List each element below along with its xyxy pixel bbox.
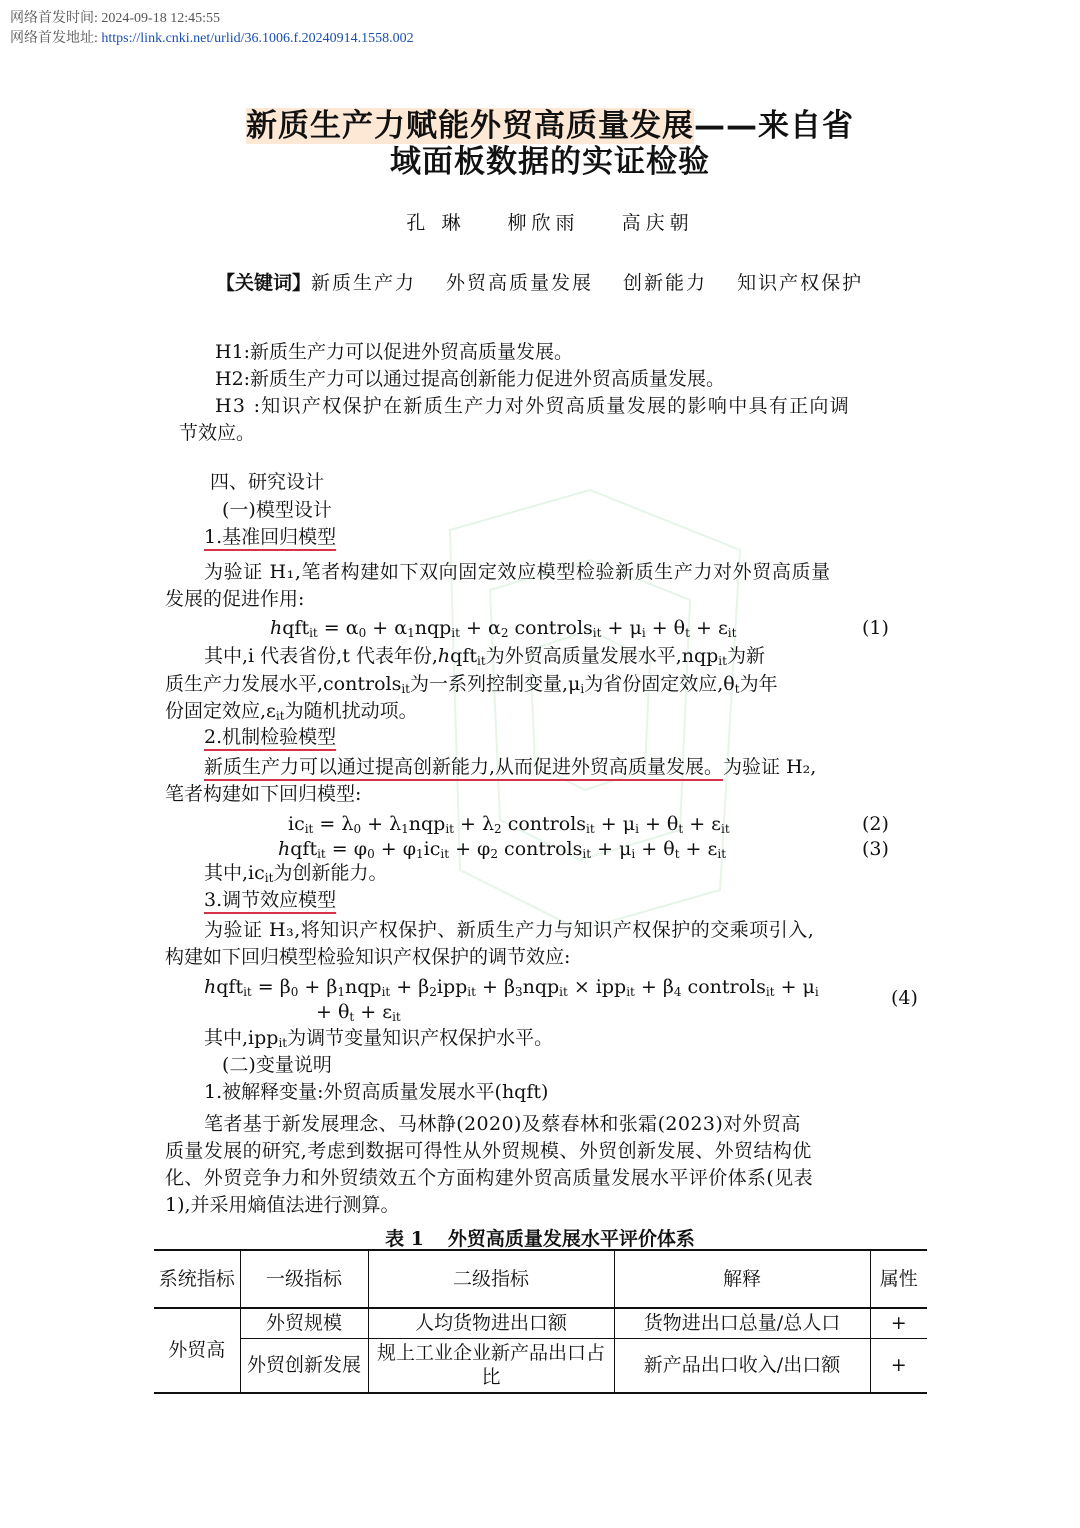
hypothesis-1: H1:新质生产力可以促进外贸高质量发展。 <box>215 341 574 363</box>
keyword-1: 新质生产力 <box>311 272 417 294</box>
equation-2: $ic_{it} = \lambda_0 + \lambda_1nqp_{it} + \lambda_2$ controls$_{it}$ + $\mu_i + \theta_t + \varepsilon_{it}$ <box>288 813 730 836</box>
model-3-para-line2: 构建如下回归模型检验知识产权保护的调节效应: <box>165 946 571 968</box>
keywords-label: 【关键词】 <box>216 272 312 294</box>
variable-1-para-line3: 化、外贸竞争力和外贸绩效五个方面构建外贸高质量发展水平评价体系(见表 <box>165 1167 814 1189</box>
level1-cell: 外贸规模 <box>240 1308 368 1338</box>
equation-3: hqft$_{it}$ = $\varphi_0 + \varphi_1ic_{it} + \varphi_2$ controls$_{it}$ + $\mu_i + \theta_t + \varepsilon_{it}$ <box>278 838 727 861</box>
explain-cell: 新产品出口收入/出口额 <box>614 1338 870 1393</box>
online-url <box>10 27 414 47</box>
online-time <box>10 7 220 27</box>
level2-cell: 规上工业企业新产品出口占比 <box>368 1338 614 1393</box>
model-1-explain-line1: 其中,i 代表省份,t 代表年份,hqft$_{it}$为外贸高质量发展水平,nqp$_{it}$为新 <box>204 645 765 668</box>
header-system: 系统指标 <box>158 1267 235 1290</box>
online-url-link[interactable]: https://link.cnki.net/urlid/36.1006.f.20240914.1558.002 <box>101 31 414 46</box>
table-number: 表 1 <box>385 1228 424 1250</box>
variable-1-para-line4: 1),并采用熵值法进行测算。 <box>165 1194 400 1216</box>
equation-2-number: (2) <box>862 813 889 835</box>
variable-1-para-line2: 质量发展的研究,考虑到数据可得性从外贸规模、外贸创新发展、外贸结构优 <box>165 1140 812 1162</box>
header-attr: 属性 <box>870 1250 927 1308</box>
equation-3-number: (3) <box>862 838 889 860</box>
keywords <box>216 268 893 295</box>
model-3-para-line1: 为验证 H₃,将知识产权保护、新质生产力与知识产权保护的交乘项引入, <box>204 919 815 941</box>
keyword-4: 知识产权保护 <box>737 272 864 294</box>
table-row <box>154 1308 927 1338</box>
model-2-para-line2: 笔者构建如下回归模型: <box>165 783 362 805</box>
equation-1-number: (1) <box>862 617 889 639</box>
author-2: 柳欣雨 <box>507 212 580 234</box>
equation-4-number: (4) <box>891 987 918 1009</box>
header-explain: 解释 <box>614 1250 870 1308</box>
header-level2: 二级指标 <box>368 1250 614 1308</box>
author-3: 高庆朝 <box>621 212 694 234</box>
watermark-pattern <box>430 470 760 940</box>
explain-cell: 货物进出口总量/总人口 <box>614 1308 870 1338</box>
equation-1: hqft$_{it}$ = $\alpha_0 + \alpha_1nqp_{it} + \alpha_2$ controls$_{it}$ + $\mu_i + \theta_t + \varepsilon_{it}$ <box>270 617 737 640</box>
keyword-3: 创新能力 <box>623 272 708 294</box>
attr-cell: + <box>870 1338 927 1393</box>
hypothesis-3-line1: H3 :知识产权保护在新质生产力对外贸高质量发展的影响中具有正向调 <box>215 395 850 417</box>
author-1: 孔 琳 <box>406 212 466 234</box>
title-highlight: 新质生产力赋能外贸高质量发展 <box>246 108 694 144</box>
online-time-label: 网络首发时间: <box>10 11 98 26</box>
equation-4-line1: hqft$_{it}$ = $\beta_0 + \beta_1nqp_{it} + \beta_2ipp_{it} + \beta_3nqp_{it} \times ipp_{it} + \beta_4$ controls$_{it}$ + $\mu_i$ <box>204 976 819 999</box>
online-url-label: 网络首发地址: <box>10 31 98 46</box>
hypothesis-2: H2:新质生产力可以通过提高创新能力促进外贸高质量发展。 <box>215 368 726 390</box>
model-1-para-line1: 为验证 H₁,笔者构建如下双向固定效应模型检验新质生产力对外贸高质量 <box>204 561 831 583</box>
model-1-title: 1.基准回归模型 <box>204 526 337 548</box>
table-title: 外贸高质量发展水平评价体系 <box>447 1228 695 1250</box>
author-list <box>0 208 1080 235</box>
model-2-title: 2.机制检验模型 <box>204 726 337 748</box>
online-time-value: 2024-09-18 12:45:55 <box>101 11 220 26</box>
attr-cell: + <box>870 1308 927 1338</box>
level1-cell: 外贸创新发展 <box>240 1338 368 1393</box>
variable-1-title: 1.被解释变量:外贸高质量发展水平(hqft) <box>204 1081 549 1103</box>
subsection-model-design: (一)模型设计 <box>222 499 332 521</box>
level2-cell: 人均货物进出口额 <box>368 1308 614 1338</box>
header-level1: 一级指标 <box>240 1250 368 1308</box>
paper-title-line2: 域面板数据的实证检验 <box>390 144 710 180</box>
table-row <box>154 1338 927 1393</box>
section-heading: 四、研究设计 <box>210 471 325 493</box>
evaluation-table <box>154 1249 927 1394</box>
variable-1-para-line1: 笔者基于新发展理念、马林静(2020)及蔡春林和张霜(2023)对外贸高 <box>204 1113 801 1135</box>
title-rest: ——来自省 <box>694 108 854 144</box>
system-cell: 外贸高 <box>168 1338 226 1361</box>
table-caption <box>0 1224 1080 1251</box>
model-1-explain-line3: 份固定效应$,\varepsilon_{it}$为随机扰动项。 <box>165 700 418 723</box>
equation-4-line2: + $\theta_t + \varepsilon_{it}$ <box>316 1001 401 1024</box>
model-1-explain-line2: 质生产力发展水平,controls$_{it}$为一系列控制变量$,\mu_i$为省份固定效应$,\theta_t$为年 <box>165 673 778 696</box>
model-2-explain: 其中$,ic_{it}$为创新能力。 <box>204 862 388 885</box>
model-1-para-line2: 发展的促进作用: <box>165 588 305 610</box>
model-2-para-line1: 新质生产力可以通过提高创新能力,从而促进外贸高质量发展。为验证 H₂, <box>204 756 817 778</box>
model-3-explain: 其中,ipp$_{it}$为调节变量知识产权保护水平。 <box>204 1027 554 1050</box>
keyword-2: 外贸高质量发展 <box>446 272 594 294</box>
model-3-title: 3.调节效应模型 <box>204 889 337 911</box>
hypothesis-3-line2: 节效应。 <box>179 422 256 444</box>
subsection-variables: (二)变量说明 <box>222 1054 332 1076</box>
